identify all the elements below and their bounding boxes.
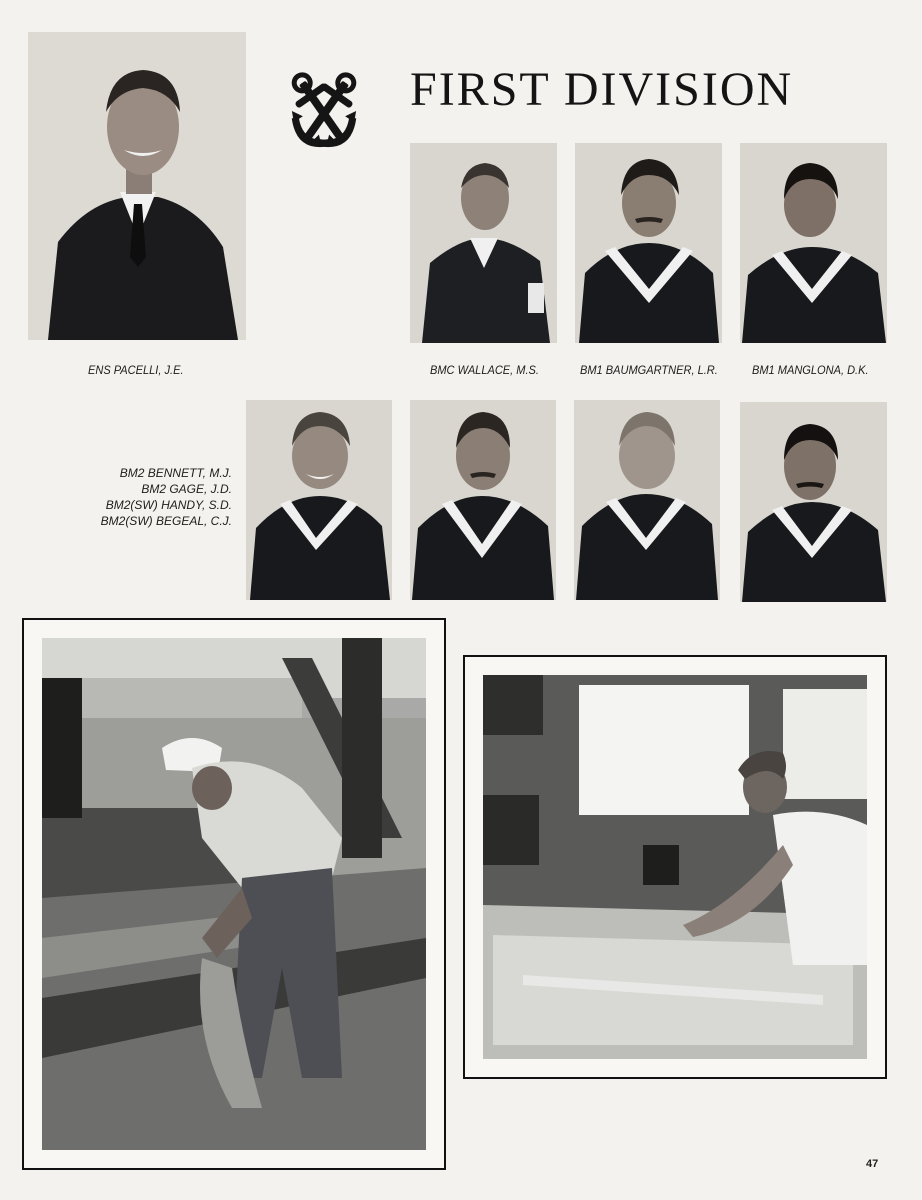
name-begeal: BM2(SW) BEGEAL, C.J. bbox=[100, 514, 232, 528]
page-number: 47 bbox=[866, 1158, 879, 1170]
caption-baumgartner: BM1 BAUMGARTNER, L.R. bbox=[580, 363, 718, 377]
portrait-begeal bbox=[740, 402, 887, 602]
portrait-handy bbox=[574, 400, 720, 600]
portrait-bennett bbox=[246, 400, 392, 600]
row2-name-list bbox=[60, 465, 232, 529]
officer-portrait bbox=[28, 32, 246, 340]
portrait-wallace bbox=[410, 143, 557, 343]
portrait-gage bbox=[410, 400, 556, 600]
candid-photo-deck-work bbox=[22, 618, 446, 1170]
name-gage: BM2 GAGE, J.D. bbox=[141, 482, 232, 496]
caption-wallace: BMC WALLACE, M.S. bbox=[430, 363, 540, 377]
crossed-anchors-icon bbox=[278, 66, 370, 162]
page-title: FIRST DIVISION bbox=[410, 63, 794, 116]
caption-manglona: BM1 MANGLONA, D.K. bbox=[752, 363, 869, 377]
officer-caption: ENS PACELLI, J.E. bbox=[88, 363, 184, 377]
candid-photo-chart-table bbox=[463, 655, 887, 1079]
portrait-manglona bbox=[740, 143, 887, 343]
portrait-baumgartner bbox=[575, 143, 722, 343]
name-bennett: BM2 BENNETT, M.J. bbox=[119, 466, 232, 480]
name-handy: BM2(SW) HANDY, S.D. bbox=[105, 498, 232, 512]
